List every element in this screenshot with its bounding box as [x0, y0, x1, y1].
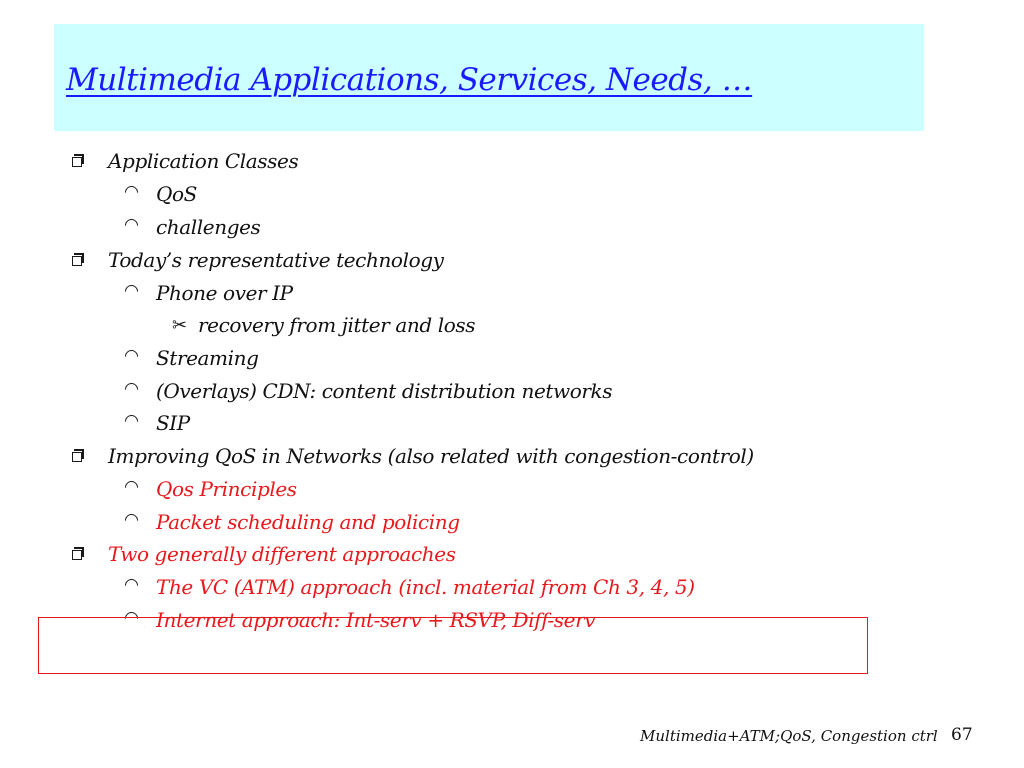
circle-bullet-icon [124, 382, 140, 400]
list-item [124, 507, 460, 537]
square-bullet-icon [72, 154, 86, 168]
list-item [72, 539, 456, 569]
list-item-text: challenges [156, 215, 261, 239]
list-item-text: Streaming [156, 346, 259, 370]
list-item [72, 146, 298, 176]
slide-footer: Multimedia+ATM;QoS, Congestion ctrl [640, 727, 938, 745]
circle-bullet-icon [124, 480, 140, 498]
circle-bullet-icon [124, 349, 140, 367]
list-item [124, 343, 259, 373]
list-item-text: SIP [156, 411, 190, 435]
list-item [124, 474, 297, 504]
list-item [72, 245, 444, 275]
list-item-text: Today’s representative technology [108, 248, 444, 272]
list-item [124, 408, 190, 438]
circle-bullet-icon [124, 218, 140, 236]
list-item [124, 179, 197, 209]
list-item-text: Phone over IP [156, 281, 293, 305]
list-item-text: QoS [156, 182, 197, 206]
list-item-text: Packet scheduling and policing [156, 510, 460, 534]
scissors-bullet-icon: ✂ [172, 314, 188, 336]
circle-bullet-icon [124, 578, 140, 596]
list-item [72, 441, 754, 471]
circle-bullet-icon [124, 513, 140, 531]
slide-title: Multimedia Applications, Services, Needs, … [66, 62, 753, 98]
list-item [172, 310, 475, 340]
list-item-text: Improving QoS in Networks (also related with congestion-control) [108, 444, 754, 468]
list-item-text: Application Classes [108, 149, 299, 173]
list-item-text: Qos Principles [156, 477, 297, 501]
list-item-text: (Overlays) CDN: content distribution networks [156, 379, 613, 403]
highlight-box [38, 617, 868, 674]
circle-bullet-icon [124, 414, 140, 432]
circle-bullet-icon [124, 284, 140, 302]
list-item-text: Internet approach: Int-serv + RSVP, Diff-serv [156, 608, 596, 632]
square-bullet-icon [72, 449, 86, 463]
list-item [124, 212, 260, 242]
list-item-text: recovery from jitter and loss [198, 313, 476, 337]
list-item-text: The VC (ATM) approach (incl. material from Ch 3, 4, 5) [156, 575, 695, 599]
square-bullet-icon [72, 253, 86, 267]
page-number: 67 [951, 725, 973, 745]
list-item-text: Two generally different approaches [108, 542, 456, 566]
list-item [124, 572, 695, 602]
list-item [124, 376, 612, 406]
circle-bullet-icon [124, 185, 140, 203]
square-bullet-icon [72, 547, 86, 561]
list-item [124, 278, 293, 308]
